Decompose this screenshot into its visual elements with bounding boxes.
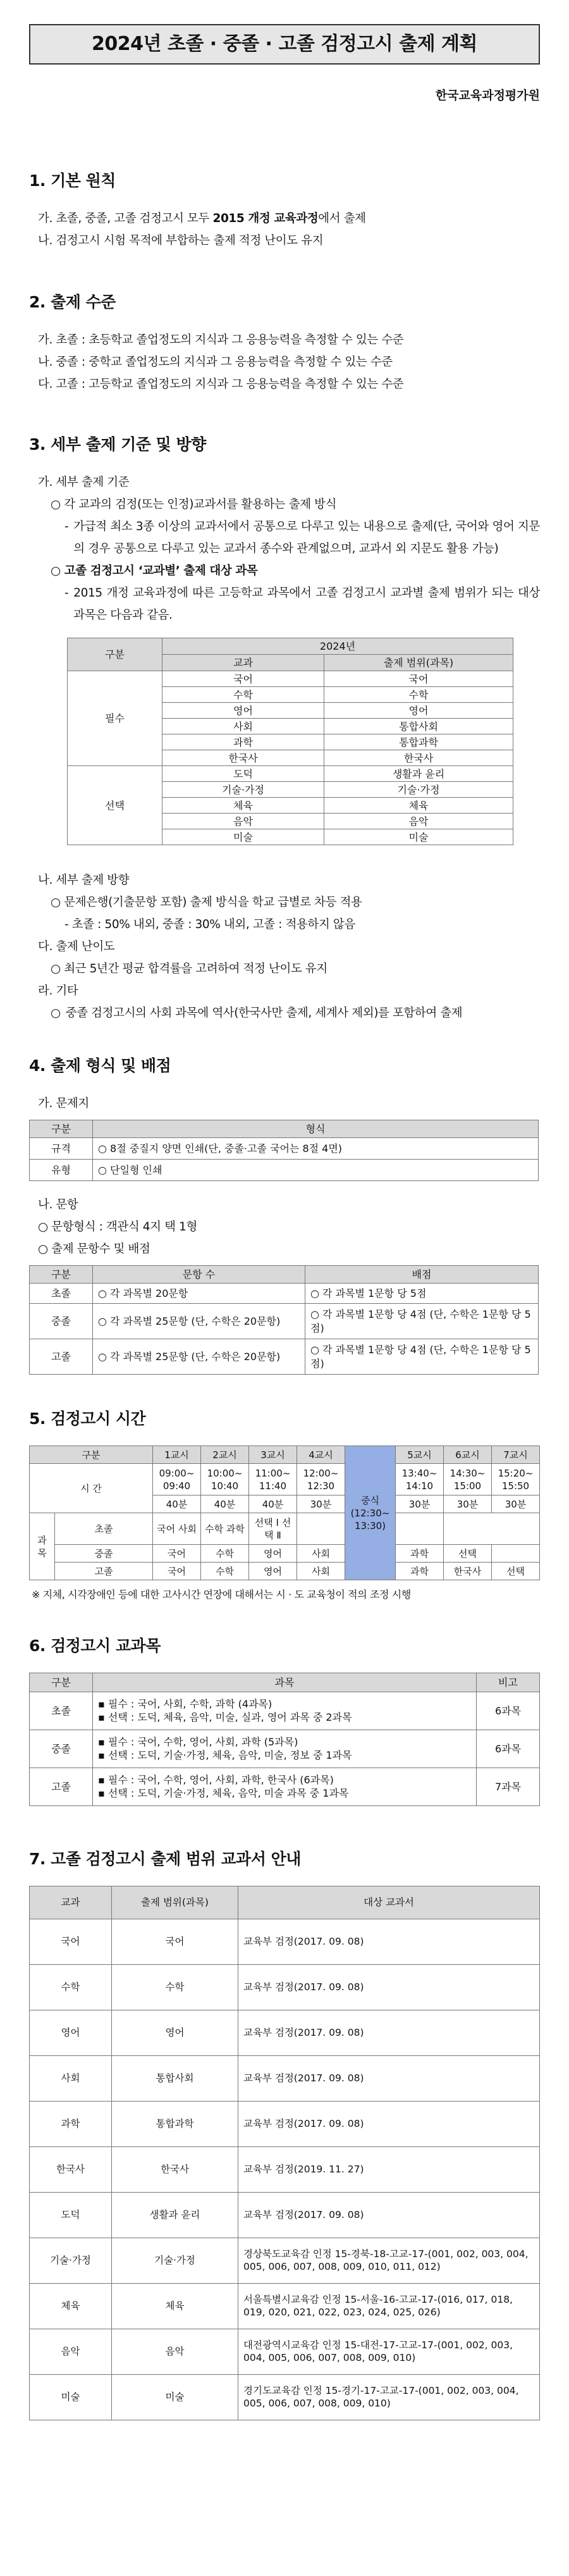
table-cell: 국어 — [162, 671, 324, 687]
table-cell: 규격 — [30, 1138, 93, 1160]
s3-ga-dash-1 — [29, 516, 540, 560]
elective-subjects: ▪ 선택 : 도덕, 기술·가정, 체육, 음악, 미술, 정보 중 1과목 — [98, 1749, 352, 1762]
table-cell: 기술·가정 — [30, 2238, 112, 2283]
th-group: 구분 — [30, 1120, 93, 1138]
table-cell: 고졸 — [30, 1768, 93, 1805]
schedule-cell-empty — [444, 1513, 540, 1545]
th-form: 형식 — [93, 1120, 539, 1138]
th-group: 구분 — [68, 638, 162, 671]
s2-item-middle: 나. 중졸 : 중학교 졸업정도의 지식과 그 응용능력을 측정할 수 있는 수준 — [38, 356, 393, 369]
required-subjects: ▪ 필수 : 국어, 수학, 영어, 사회, 과학 (5과목) — [98, 1735, 298, 1748]
s1-ga-bold: 2015 개정 교육과정 — [212, 212, 319, 226]
table-cell: 초졸 — [30, 1692, 93, 1730]
dash-mark: - — [64, 520, 69, 534]
table-cell: 교육부 검정(2017. 09. 08) — [238, 2192, 540, 2238]
schedule-cell: 수학 과학 — [201, 1513, 249, 1545]
time-cell: 10:00~ 10:40 — [201, 1464, 249, 1495]
table-cell: 수학 — [30, 1964, 112, 2010]
table-cell: 미술 — [162, 829, 324, 845]
table-cell: 고졸 — [30, 1339, 93, 1375]
table-cell: 수학 — [162, 687, 324, 703]
table-cell: 영어 — [324, 703, 513, 719]
table-cell: ○ 각 과목별 1문항 당 5점 — [305, 1284, 539, 1304]
s3-ga-circle-2: ○ 고졸 검정고시 ‘교과별’ 출제 대상 과목 — [51, 564, 258, 578]
s3-da: 다. 출제 난이도 — [38, 940, 115, 954]
schedule-cell: 과학 — [396, 1545, 444, 1563]
s3-ga-dash-1-text: 가급적 최소 3종 이상의 교과서에서 공통으로 다루고 있는 내용으로 출제(단, 국어와 영어 지문의 경우 공통으로 다루고 있는 교과서 종수와 관계없으며, 교과서 외 지문도 활용 가능) — [73, 520, 540, 556]
section-4-heading: 4. 출제 형식 및 배점 — [29, 1056, 171, 1075]
schedule-cell: 국어 — [153, 1545, 201, 1563]
elective-subjects: ▪ 선택 : 도덕, 기술·가정, 체육, 음악, 미술 과목 중 1과목 — [98, 1787, 349, 1800]
th-group: 구분 — [30, 1673, 93, 1692]
table-cell: 미술 — [324, 829, 513, 845]
s3-ra: 라. 기타 — [38, 984, 78, 998]
table-cell: 음악 — [324, 814, 513, 829]
time-cell: 11:00~ 11:40 — [249, 1464, 297, 1495]
duration-cell: 30분 — [297, 1495, 345, 1513]
time-cell: 09:00~ 09:40 — [153, 1464, 201, 1495]
table-cell: 체육 — [112, 2283, 238, 2329]
time-cell: 14:30~ 15:00 — [444, 1464, 492, 1495]
s3-ra-circle-text: 중졸 검정고시의 사회 과목에 역사(한국사만 출제, 세계사 제외)를 포함하여 출제 — [65, 1006, 463, 1020]
table-cell: 음악 — [112, 2329, 238, 2374]
s2-item-high: 다. 고졸 : 고등학교 졸업정도의 지식과 그 응용능력을 측정할 수 있는 수준 — [38, 378, 404, 392]
document-title-box — [29, 24, 540, 65]
th-count: 문항 수 — [93, 1266, 305, 1284]
table-cell: 도덕 — [30, 2192, 112, 2238]
schedule-cell: 선택 — [444, 1545, 492, 1563]
schedule-note: ※ 지체, 시각장애인 등에 대한 고사시간 연장에 대해서는 시 · 도 교육청이 적의 조정 시행 — [32, 1588, 411, 1601]
elem-label: 초졸 — [55, 1513, 153, 1545]
time-cell: 15:20~ 15:50 — [492, 1464, 540, 1495]
schedule-cell: 사회 — [297, 1545, 345, 1563]
th-period: 3교시 — [249, 1446, 297, 1464]
elective-subjects: ▪ 선택 : 도덕, 체육, 음악, 미술, 실과, 영어 과목 중 2과목 — [98, 1711, 352, 1724]
schedule-cell: 선택 Ⅰ 선택 Ⅱ — [249, 1513, 297, 1545]
th-subject: 교과 — [162, 655, 324, 671]
table-cell: 통합사회 — [324, 719, 513, 734]
item-count-table — [29, 1265, 539, 1375]
high-label: 고졸 — [55, 1563, 153, 1580]
table-cell: 교육부 검정(2017. 09. 08) — [238, 1964, 540, 2010]
time-cell: 12:00~ 12:30 — [297, 1464, 345, 1495]
th-group: 구분 — [30, 1446, 153, 1464]
th-subject: 과목 — [93, 1673, 477, 1692]
th-period: 5교시 — [396, 1446, 444, 1464]
table-cell: 대전광역시교육감 인정 15-대전-17-고교-17-(001, 002, 003, 004, 005, 006, 007, 008, 009, 010) — [238, 2329, 540, 2374]
table-cell: ○ 각 과목별 1문항 당 4점 (단, 수학은 1문항 당 5점) — [305, 1339, 539, 1375]
schedule-cell: 국어 사회 — [153, 1513, 201, 1545]
table-cell: ○ 각 과목별 1문항 당 4점 (단, 수학은 1문항 당 5점) — [305, 1304, 539, 1339]
section-2-heading: 2. 출제 수준 — [29, 293, 116, 312]
table-cell: 유형 — [30, 1160, 93, 1181]
schedule-cell-empty — [492, 1545, 540, 1563]
s4-na-circle-1: ○ 문항형식 : 객관식 4지 택 1형 — [38, 1220, 197, 1234]
time-label: 시 간 — [30, 1464, 153, 1513]
s3-ga: 가. 세부 출제 기준 — [38, 476, 130, 490]
schedule-cell: 국어 — [153, 1563, 201, 1580]
s4-ga: 가. 문제지 — [38, 1097, 89, 1111]
dash-mark: - — [64, 586, 69, 600]
table-cell: 생활과 윤리 — [112, 2192, 238, 2238]
table-cell: 기술·가정 — [324, 782, 513, 798]
table-cell: 교육부 검정(2019. 11. 27) — [238, 2146, 540, 2192]
schedule-cell: 과학 — [396, 1563, 444, 1580]
table-cell: ○ 단일형 인쇄 — [93, 1160, 539, 1181]
table-cell: 체육 — [324, 798, 513, 814]
s1-ga-mark: 가. — [38, 212, 52, 226]
paper-format-table-wrap — [29, 1120, 540, 1181]
mid-label: 중졸 — [55, 1545, 153, 1563]
s1-ga-post: 에서 출제 — [318, 212, 366, 226]
th-period: 2교시 — [201, 1446, 249, 1464]
table-cell: 국어 — [112, 1919, 238, 1964]
table-cell: 6과목 — [477, 1730, 540, 1768]
schedule-cell: 선택 — [492, 1563, 540, 1580]
table-cell: 생활과 윤리 — [324, 766, 513, 782]
duration-cell: 30분 — [444, 1495, 492, 1513]
th-note: 비고 — [477, 1673, 540, 1692]
table-cell: 통합과학 — [324, 734, 513, 750]
th-score: 배점 — [305, 1266, 539, 1284]
table-cell: 한국사 — [112, 2146, 238, 2192]
subject-list-cell — [93, 1730, 477, 1768]
schedule-cell-empty — [396, 1513, 444, 1545]
table-cell: 초졸 — [30, 1284, 93, 1304]
s3-ga-dash-2-text: 2015 개정 교육과정에 따른 고등학교 과목에서 고졸 검정고시 교과별 출제 범위가 되는 대상 과목은 다음과 같음. — [73, 586, 540, 622]
s1-item-na: 나. 검정고시 시험 목적에 부합하는 출제 적정 난이도 유지 — [38, 234, 324, 248]
table-cell: 경상북도교육감 인정 15-경북-18-고교-17-(001, 002, 003, 004, 005, 006, 007, 008, 009, 010, 011, 012) — [238, 2238, 540, 2283]
item-count-table-wrap — [29, 1265, 540, 1375]
schedule-cell-empty — [297, 1513, 345, 1545]
table-cell: 도덕 — [162, 766, 324, 782]
s3-ga-circle-1: ○ 각 교과의 검정(또는 인정)교과서를 활용하는 출제 방식 — [51, 498, 337, 512]
schedule-cell: 수학 — [201, 1545, 249, 1563]
table-cell: 중졸 — [30, 1730, 93, 1768]
s1-item-ga — [29, 207, 540, 230]
s2-item-elementary: 가. 초졸 : 초등학교 졸업정도의 지식과 그 응용능력을 측정할 수 있는 수준 — [38, 333, 404, 347]
table-cell: ○ 각 과목별 25문항 (단, 수학은 20문항) — [93, 1304, 305, 1339]
s3-na-dash: - 초졸 : 50% 내외, 중졸 : 30% 내외, 고졸 : 적용하지 않음 — [64, 918, 355, 932]
schedule-cell: 수학 — [201, 1563, 249, 1580]
table-cell: 영어 — [30, 2010, 112, 2055]
s3-na: 나. 세부 출제 방향 — [38, 874, 130, 888]
th-period: 4교시 — [297, 1446, 345, 1464]
table-cell: 한국사 — [162, 750, 324, 766]
table-cell: 기술·가정 — [112, 2238, 238, 2283]
table-cell: 음악 — [162, 814, 324, 829]
th-group: 구분 — [30, 1266, 93, 1284]
exam-schedule-table — [29, 1446, 540, 1580]
table-cell: 교육부 검정(2017. 09. 08) — [238, 2055, 540, 2101]
table-cell: 6과목 — [477, 1692, 540, 1730]
table-cell: 사회 — [30, 2055, 112, 2101]
table-cell: 국어 — [324, 671, 513, 687]
s4-na: 나. 문항 — [38, 1198, 78, 1212]
table-cell: 영어 — [112, 2010, 238, 2055]
schedule-cell: 영어 — [249, 1563, 297, 1580]
s3-ra-circle — [29, 1002, 540, 1024]
circle-mark: ○ — [51, 1006, 61, 1020]
s3-ga-dash-2 — [29, 582, 540, 626]
table-cell: 한국사 — [324, 750, 513, 766]
table-cell: 미술 — [112, 2374, 238, 2420]
duration-cell: 40분 — [249, 1495, 297, 1513]
required-subjects: ▪ 필수 : 국어, 수학, 영어, 사회, 과학, 한국사 (6과목) — [98, 1773, 334, 1786]
schedule-cell: 사회 — [297, 1563, 345, 1580]
table-cell: 사회 — [162, 719, 324, 734]
s3-da-circle: ○ 최근 5년간 평균 합격률을 고려하여 적정 난이도 유지 — [51, 962, 327, 976]
th-period: 6교시 — [444, 1446, 492, 1464]
table-cell: 국어 — [30, 1919, 112, 1964]
table-cell: 과학 — [30, 2101, 112, 2146]
table-cell: ○ 8절 중질지 양면 인쇄(단, 중졸·고졸 국어는 8절 4면) — [93, 1138, 539, 1160]
table-cell: 서울특별시교육감 인정 15-서울-16-고교-17-(016, 017, 018, 019, 020, 021, 022, 023, 024, 025, 026) — [238, 2283, 540, 2329]
table-cell: 수학 — [112, 1964, 238, 2010]
th-year: 2024년 — [162, 638, 513, 655]
subject-list-cell — [93, 1692, 477, 1730]
table-cell: 영어 — [162, 703, 324, 719]
table-cell: 체육 — [162, 798, 324, 814]
duration-cell: 40분 — [201, 1495, 249, 1513]
table-cell: 교육부 검정(2017. 09. 08) — [238, 1919, 540, 1964]
th-book: 대상 교과서 — [238, 1886, 540, 1919]
table-cell: 7과목 — [477, 1768, 540, 1805]
paper-format-table — [29, 1120, 539, 1181]
table-cell: 체육 — [30, 2283, 112, 2329]
subject-label: 과 목 — [30, 1513, 55, 1580]
table-cell: 수학 — [324, 687, 513, 703]
subject-scope-table-wrap — [29, 638, 540, 845]
subject-scope-table — [67, 638, 513, 845]
th-period: 1교시 — [153, 1446, 201, 1464]
table-cell: ○ 각 과목별 25문항 (단, 수학은 20문항) — [93, 1339, 305, 1375]
table-cell: 경기도교육감 인정 15-경기-17-고교-17-(001, 002, 003, 004, 005, 006, 007, 008, 009, 010) — [238, 2374, 540, 2420]
required-subjects: ▪ 필수 : 국어, 사회, 수학, 과학 (4과목) — [98, 1697, 272, 1710]
schedule-cell: 영어 — [249, 1545, 297, 1563]
duration-cell: 30분 — [492, 1495, 540, 1513]
duration-cell: 40분 — [153, 1495, 201, 1513]
table-cell: 교육부 검정(2017. 09. 08) — [238, 2101, 540, 2146]
table-cell: 한국사 — [30, 2146, 112, 2192]
exam-subjects-table — [29, 1673, 540, 1806]
schedule-cell: 한국사 — [444, 1563, 492, 1580]
table-cell: 음악 — [30, 2329, 112, 2374]
s1-ga-pre: 초졸, 중졸, 고졸 검정고시 모두 — [56, 212, 209, 226]
table-cell: ○ 각 과목별 20문항 — [93, 1284, 305, 1304]
organization-name: 한국교육과정평가원 — [435, 89, 540, 102]
s4-na-circle-2: ○ 출제 문항수 및 배점 — [38, 1242, 150, 1256]
th-period: 7교시 — [492, 1446, 540, 1464]
table-cell: 통합사회 — [112, 2055, 238, 2101]
th-scope: 출제 범위(과목) — [112, 1886, 238, 1919]
table-cell: 기술·가정 — [162, 782, 324, 798]
subject-list-cell — [93, 1768, 477, 1805]
section-1-heading: 1. 기본 원칙 — [29, 171, 116, 190]
table-cell: 중졸 — [30, 1304, 93, 1339]
textbook-table — [29, 1886, 540, 2420]
section-5-heading: 5. 검정고시 시간 — [29, 1409, 146, 1428]
table-cell: 교육부 검정(2017. 09. 08) — [238, 2010, 540, 2055]
table-cell: 통합과학 — [112, 2101, 238, 2146]
time-cell: 13:40~ 14:10 — [396, 1464, 444, 1495]
section-3-heading: 3. 세부 출제 기준 및 방향 — [29, 435, 206, 454]
th-subject: 교과 — [30, 1886, 112, 1919]
th-scope: 출제 범위(과목) — [324, 655, 513, 671]
section-6-heading: 6. 검정고시 교과목 — [29, 1636, 161, 1655]
document-title: 2024년 초졸 · 중졸 · 고졸 검정고시 출제 계획 — [91, 33, 478, 55]
table-cell: 과학 — [162, 734, 324, 750]
s3-na-circle: ○ 문제은행(기출문항 포함) 출제 방식을 학교 급별로 차등 적용 — [51, 896, 362, 910]
duration-cell: 30분 — [396, 1495, 444, 1513]
required-label: 필수 — [68, 671, 162, 766]
elective-label: 선택 — [68, 766, 162, 845]
section-7-heading: 7. 고졸 검정고시 출제 범위 교과서 안내 — [29, 1849, 301, 1868]
table-cell: 미술 — [30, 2374, 112, 2420]
lunch-break-cell: 중식 (12:30~ 13:30) — [345, 1446, 396, 1580]
